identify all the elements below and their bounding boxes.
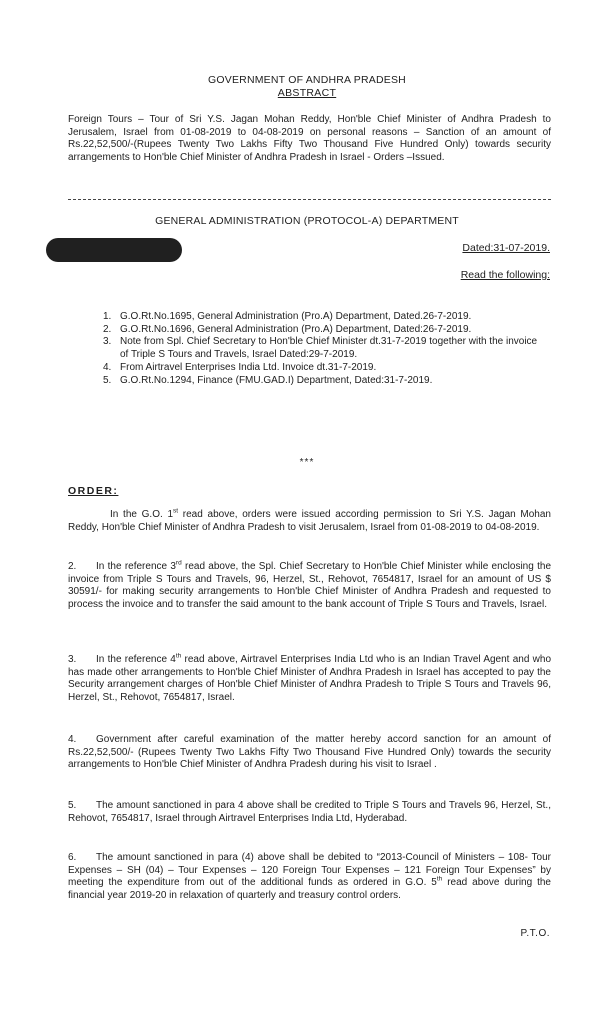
reference-text: G.O.Rt.No.1696, General Administration (Pro.A) Department, Dated:26-7-2019. <box>120 323 472 335</box>
reference-text: Note from Spl. Chief Secretary to Hon'ble Chief Minister dt.31-7-2019 together with the invoice of Triple S Tours and Travels, Israel Dated:29-7-2019. <box>120 336 538 361</box>
pto-label: P.T.O. <box>520 928 550 939</box>
references-list <box>103 311 548 387</box>
reference-number: 3. <box>103 336 112 348</box>
read-following-heading: Read the following: <box>460 269 550 281</box>
paragraph-number: 6. <box>68 852 77 863</box>
order-heading: ORDER: <box>68 485 119 497</box>
paragraph-number: 5. <box>68 800 77 811</box>
reference-text: G.O.Rt.No.1695, General Administration (Pro.A) Department, Dated.26-7-2019. <box>120 311 472 322</box>
reference-item <box>103 324 548 337</box>
reference-number: 5. <box>103 374 112 386</box>
paragraph-number: 3. <box>68 654 77 665</box>
department-heading: GENERAL ADMINISTRATION (PROTOCOL-A) DEPARTMENT <box>155 215 459 227</box>
paragraph-number: 4. <box>68 734 77 745</box>
order-paragraph-2: 2. In the reference 3rd read above, the Spl. Chief Secretary to Hon'ble Chief Minister while enclosing the invoice from Triple S Tours and Travels, 96, Herzel, St., Rehovot, 7654817, Israel for an amount of US $ 30591/- for making security arrangements to Hon'ble Chief Minister of Andhra Pradesh and requested to process the invoice and to transfer the said amount to the bank account of Triple S Tours and Travels, Israel. <box>68 559 551 610</box>
subject-paragraph: Foreign Tours – Tour of Sri Y.S. Jagan Mohan Reddy, Hon'ble Chief Minister of Andhra Pradesh to Jerusalem, Israel from 01-08-2019 to 04-08-2019 on personal reasons – Sanction of an amount of Rs.22,52,500/-(Rupees Twenty Two Lakhs Fifty Two Thousand Five Hundred Only) towards security arrangements to Hon'ble Chief Minister of Andhra Pradesh in Israel - Orders –Issued. <box>68 114 551 163</box>
reference-number: 2. <box>103 323 112 335</box>
order-date: Dated:31-07-2019. <box>462 242 550 254</box>
reference-number: 4. <box>103 361 112 373</box>
order-paragraph-6: 6. The amount sanctioned in para (4) above shall be debited to “2013-Council of Ministers – 108- Tour Expenses – SH (04) – Tour Expenses – 120 Foreign Tour Expenses – 121 Foreign Tour Expenses” by meeting the expenditure from out of the additional funds as ordered in G.O. 5th read above during the financial year 2019-20 in relaxation of quarterly and treasury control orders. <box>68 852 551 901</box>
reference-item <box>103 375 548 388</box>
abstract-heading: ABSTRACT <box>277 87 337 99</box>
reference-text: From Airtravel Enterprises India Ltd. Invoice dt.31-7-2019. <box>120 361 377 373</box>
order-paragraph-4: 4. Government after careful examination of the matter hereby accord sanction for an amount of Rs.22,52,500/- (Rupees Twenty Two Lakhs Fifty Two Thousand Five Hundred Only) towards the security arrangements to Hon'ble Chief Minister of Andhra Pradesh during his visit to Israel . <box>68 734 551 770</box>
paragraph-number: 2. <box>68 561 77 572</box>
reference-item <box>103 336 548 361</box>
government-title: GOVERNMENT OF ANDHRA PRADESH <box>208 74 406 86</box>
reference-number: 1. <box>103 311 112 322</box>
order-paragraph-5: 5. The amount sanctioned in para 4 above shall be credited to Triple S Tours and Travels 96, Herzel, St., Rehovot, 7654817, Israel through Airtravel Enterprises India Ltd, Hyderabad. <box>68 800 551 824</box>
redaction-mark <box>46 238 182 262</box>
order-paragraph-1: In the G.O. 1st read above, orders were issued according permission to Sri Y.S. Jagan Mohan Reddy, Hon'ble Chief Minister of Andhra Pradesh to visit Jerusalem, Israel from 01-08-2019 to 04-08-2019. <box>68 507 551 533</box>
reference-item <box>103 311 548 324</box>
dashed-divider <box>68 199 551 200</box>
reference-item <box>103 362 548 375</box>
order-paragraph-3: 3. In the reference 4th read above, Airtravel Enterprises India Ltd who is an Indian Travel Agent and who has made other arrangements to Hon'ble Chief Minister of Andhra Pradesh in Israel has accepted to pay the Security arrangement charges of Hon'ble Chief Minister of Andhra Pradesh to Triple S Tours and Travels 96, Herzel, St., Rehovot, 7654817, Israel. <box>68 652 552 703</box>
reference-text: G.O.Rt.No.1294, Finance (FMU.GAD.I) Department, Dated:31-7-2019. <box>120 374 433 386</box>
separator-stars: *** <box>299 457 315 468</box>
